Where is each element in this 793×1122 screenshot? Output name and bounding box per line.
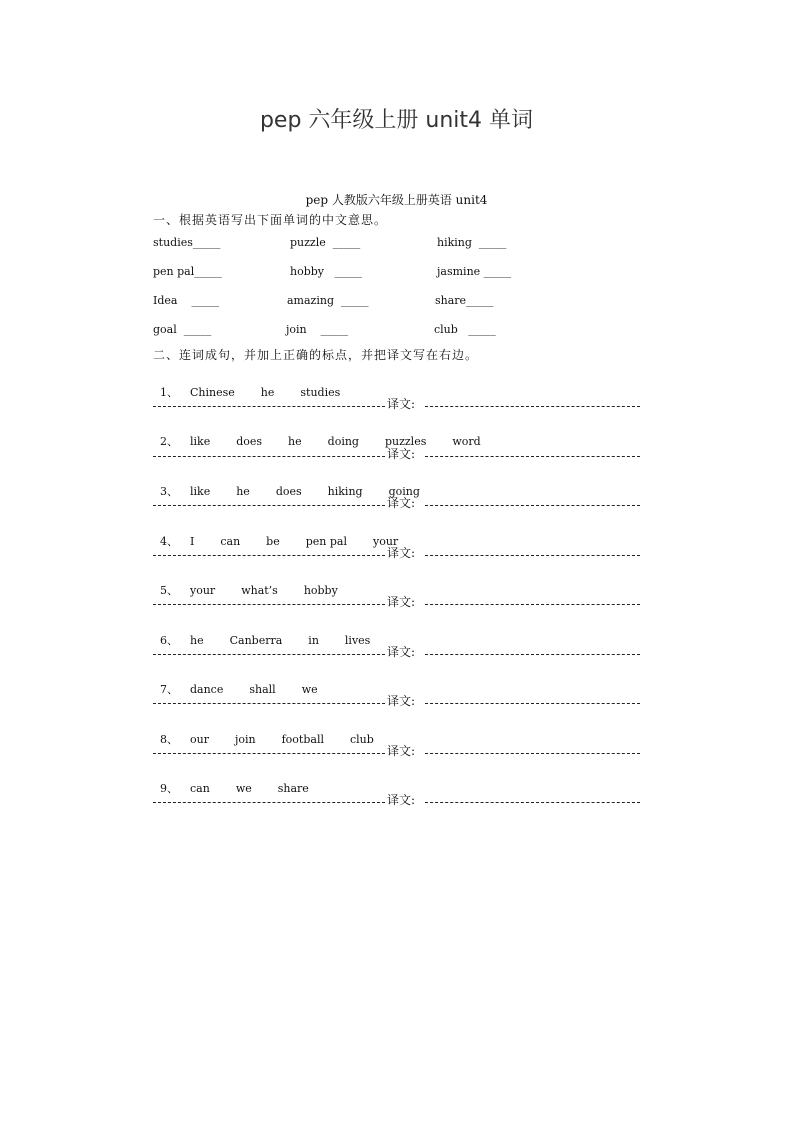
- vocab-row: [153, 323, 553, 341]
- question-5: [153, 569, 364, 598]
- translation-blank[interactable]: [425, 505, 640, 506]
- question-2: [153, 420, 507, 449]
- question-word: we: [235, 782, 252, 795]
- answer-line: [153, 595, 643, 609]
- vocab-item: jasmine _____: [437, 265, 512, 278]
- question-word: word: [452, 435, 481, 448]
- question-word: hobby: [303, 584, 338, 597]
- worksheet-subtitle: pep 人教版六年级上册英语 unit4: [305, 193, 488, 207]
- question-word: our: [190, 733, 209, 746]
- vocab-item: club _____: [434, 323, 496, 336]
- answer-blank[interactable]: [153, 703, 385, 704]
- translation-blank[interactable]: [425, 802, 640, 803]
- question-word: Canberra: [229, 634, 283, 647]
- answer-line: [153, 546, 643, 560]
- question-word: pen pal: [305, 535, 347, 548]
- question-word: does: [236, 435, 263, 448]
- translation-label: 译文:: [387, 546, 416, 560]
- question-word: can: [190, 782, 210, 795]
- translation-blank[interactable]: [425, 406, 640, 407]
- answer-blank[interactable]: [153, 654, 385, 655]
- question-word: I: [190, 535, 195, 548]
- question-word: be: [266, 535, 280, 548]
- question-word: shall: [249, 683, 276, 696]
- translation-label: 译文:: [387, 793, 416, 807]
- answer-line: [153, 397, 643, 411]
- translation-blank[interactable]: [425, 604, 640, 605]
- question-word: does: [275, 485, 302, 498]
- answer-line: [153, 694, 643, 708]
- question-word: dance: [190, 683, 224, 696]
- question-word: in: [308, 634, 319, 647]
- question-word: your: [372, 535, 399, 548]
- question-number: 1、: [160, 386, 178, 399]
- question-word: hiking: [327, 485, 363, 498]
- vocab-row: [153, 265, 553, 283]
- question-word: he: [236, 485, 250, 498]
- answer-blank[interactable]: [153, 456, 385, 457]
- translation-blank[interactable]: [425, 555, 640, 556]
- translation-blank[interactable]: [425, 753, 640, 754]
- answer-line: [153, 496, 643, 510]
- question-1: [153, 371, 366, 400]
- question-number: 6、: [160, 634, 178, 647]
- question-number: 9、: [160, 782, 178, 795]
- question-number: 7、: [160, 683, 178, 696]
- vocab-item: studies_____: [153, 236, 221, 249]
- vocab-row: [153, 236, 553, 254]
- answer-blank[interactable]: [153, 406, 385, 407]
- translation-blank[interactable]: [425, 456, 640, 457]
- question-word: what’s: [241, 584, 278, 597]
- vocab-item: pen pal_____: [153, 265, 222, 278]
- question-word: club: [349, 733, 374, 746]
- question-7: [153, 668, 344, 697]
- section2-heading: 二、连词成句，并加上正确的标点，并把译文写在右边。: [153, 348, 479, 362]
- question-word: doing: [327, 435, 359, 448]
- answer-blank[interactable]: [153, 505, 385, 506]
- vocab-item: amazing _____: [287, 294, 369, 307]
- translation-label: 译文:: [387, 595, 416, 609]
- vocab-item: Idea _____: [153, 294, 219, 307]
- question-word: can: [220, 535, 241, 548]
- question-word: he: [190, 634, 204, 647]
- answer-line: [153, 447, 643, 461]
- question-4: [153, 520, 424, 549]
- question-word: like: [190, 485, 211, 498]
- question-word: we: [301, 683, 318, 696]
- translation-label: 译文:: [387, 694, 416, 708]
- translation-label: 译文:: [387, 447, 416, 461]
- question-6: [153, 619, 396, 648]
- question-word: your: [190, 584, 216, 597]
- question-number: 8、: [160, 733, 178, 746]
- answer-line: [153, 793, 643, 807]
- question-word: football: [281, 733, 324, 746]
- translation-blank[interactable]: [425, 654, 640, 655]
- question-number: 4、: [160, 535, 178, 548]
- section1-heading: 一、根据英语写出下面单词的中文意思。: [153, 213, 388, 227]
- question-number: 5、: [160, 584, 178, 597]
- question-word: studies: [300, 386, 341, 399]
- question-word: going: [388, 485, 420, 498]
- answer-blank[interactable]: [153, 802, 385, 803]
- vocab-item: join _____: [286, 323, 349, 336]
- translation-label: 译文:: [387, 645, 416, 659]
- question-word: he: [288, 435, 302, 448]
- question-9: [153, 767, 335, 796]
- translation-label: 译文:: [387, 744, 416, 758]
- vocab-item: hiking _____: [437, 236, 507, 249]
- question-number: 2、: [160, 435, 178, 448]
- translation-blank[interactable]: [425, 703, 640, 704]
- question-word: join: [234, 733, 256, 746]
- answer-blank[interactable]: [153, 555, 385, 556]
- question-word: he: [260, 386, 275, 399]
- question-8: [153, 718, 400, 747]
- vocab-item: share_____: [435, 294, 494, 307]
- question-word: Chinese: [190, 386, 235, 399]
- answer-line: [153, 645, 643, 659]
- question-word: lives: [344, 634, 371, 647]
- vocab-item: goal _____: [153, 323, 212, 336]
- question-word: puzzles: [384, 435, 427, 448]
- document-title: pep 六年级上册 unit4 单词: [259, 108, 534, 133]
- question-word: share: [277, 782, 309, 795]
- translation-label: 译文:: [387, 496, 416, 510]
- answer-line: [153, 744, 643, 758]
- vocab-item: hobby _____: [290, 265, 362, 278]
- vocab-row: [153, 294, 553, 312]
- vocab-item: puzzle _____: [290, 236, 361, 249]
- translation-label: 译文:: [387, 397, 416, 411]
- question-number: 3、: [160, 485, 178, 498]
- question-word: like: [190, 435, 211, 448]
- answer-blank[interactable]: [153, 604, 385, 605]
- answer-blank[interactable]: [153, 753, 385, 754]
